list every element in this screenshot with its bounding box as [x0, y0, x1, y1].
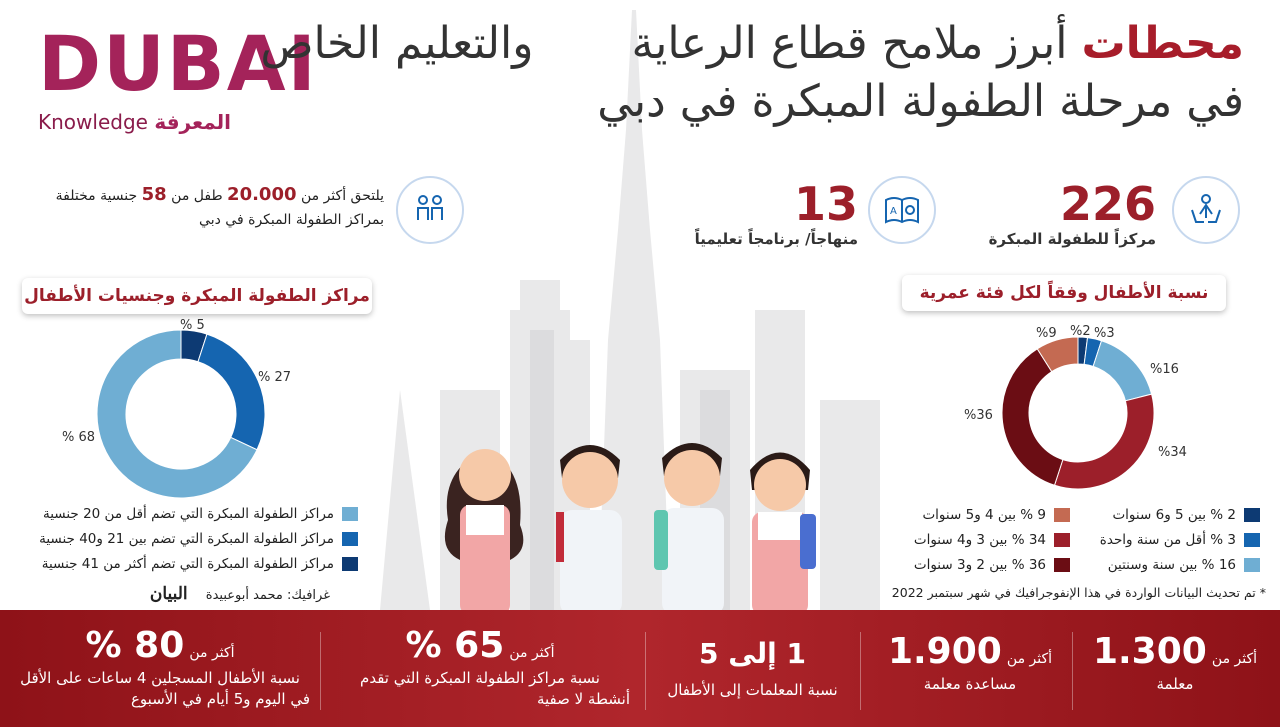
footnote-text: تم تحديث البيانات الواردة في هذا الإنفوجرافيك في شهر سبتمبر 2022 [891, 585, 1256, 600]
children-icon [396, 176, 464, 244]
section-heading-nationalities: مراكز الطفولة المبكرة وجنسيات الأطفال [22, 278, 372, 314]
open-book-icon [868, 176, 936, 244]
legend-item [1100, 527, 1260, 552]
title-accent: محطات [1081, 18, 1244, 69]
hands-child-icon [1172, 176, 1240, 244]
svg-text:A: A [890, 206, 897, 217]
legend-label: 3 % أقل من سنة واحدة [1099, 531, 1236, 548]
legend-label: 9 % بين 4 و5 سنوات [922, 506, 1046, 523]
donut-slice [1093, 341, 1151, 401]
nationalities-donut-chart [95, 328, 267, 500]
band-divider [320, 632, 321, 710]
legend-swatch [1054, 508, 1070, 522]
donut-slice [1055, 394, 1154, 489]
logo-wordmark: DUBAI [38, 19, 318, 108]
children-mid: طفل من [171, 188, 223, 204]
band-hours-value: 80 % [85, 625, 185, 666]
band-hours-pre: أكثر من [189, 645, 235, 661]
stat-centers-value: 226 [1059, 177, 1156, 231]
band-activities-text2: أنشطة لا صفية [536, 690, 630, 708]
band-divider [860, 632, 861, 710]
stat-children-line2: بمراكز الطفولة المبكرة في دبي [199, 212, 384, 228]
legend-label: 16 % بين سنة وسنتين [1107, 556, 1236, 573]
band-activities [330, 610, 630, 727]
band-assistants-text: مساعدة معلمة [923, 675, 1017, 693]
legend-swatch [342, 532, 358, 546]
legend-label: مراكز الطفولة المبكرة التي تضم بين 21 و40 جنسية [39, 530, 334, 547]
band-hours-text1: نسبة الأطفال المسجلين 4 ساعات على الأقل [20, 669, 300, 687]
legend-swatch [1244, 508, 1260, 522]
stat-curricula-value: 13 [793, 177, 858, 231]
ages-donut-chart [1000, 335, 1156, 491]
logo-sub-ar: المعرفة [154, 110, 232, 134]
legend-label: مراكز الطفولة المبكرة التي تضم أكثر من 41 جنسية [41, 555, 334, 572]
donut-right-label-9: %9 [1036, 326, 1057, 341]
legend-label: 36 % بين 2 و3 سنوات [913, 556, 1046, 573]
stat-curricula-label: منهاجاً/ برنامجاً تعليمياً [694, 230, 858, 248]
children-illustration [430, 430, 840, 615]
nationalities-count: 58 [141, 184, 167, 205]
band-activities-pre: أكثر من [509, 645, 555, 661]
title-line1-a: أبرز ملامح قطاع الرعاية [631, 18, 1068, 69]
donut-left-label-68: % 68 [62, 430, 96, 445]
legend-label: 2 % بين 5 و6 سنوات [1112, 506, 1236, 523]
band-activities-text1: نسبة مراكز الطفولة المبكرة التي تقدم [360, 669, 600, 687]
band-teachers [1075, 610, 1275, 727]
legend-swatch [1244, 558, 1260, 572]
donut-left-label-27: % 27 [258, 370, 292, 385]
legend-item [900, 552, 1070, 577]
donut-right-label-2: %2 [1070, 324, 1091, 339]
donut-right-label-36: %36 [964, 408, 993, 423]
credit [30, 584, 330, 604]
title-line2: في مرحلة الطفولة المبكرة في دبي [597, 76, 1244, 127]
albayan-logo: البيان [149, 584, 188, 604]
donut-right-label-34: %34 [1158, 445, 1187, 460]
band-activities-value: 65 % [405, 625, 505, 666]
band-assistants-pre: أكثر من [1006, 651, 1053, 667]
band-teachers-value: 1.300 [1092, 631, 1207, 672]
legend-item [28, 551, 358, 576]
children-pre: يلتحق أكثر من [300, 188, 384, 204]
section-heading-ages: نسبة الأطفال وفقاً لكل فئة عمرية [902, 275, 1226, 311]
band-hours-text2: في اليوم و5 أيام في الأسبوع [130, 690, 310, 708]
band-ratio [650, 610, 855, 727]
band-divider [645, 632, 646, 710]
legend-ages-a [1100, 502, 1260, 577]
footnote: * تم تحديث البيانات الواردة في هذا الإنفوجرافيك في شهر سبتمبر 2022 [891, 585, 1266, 600]
legend-item [900, 502, 1070, 527]
legend-swatch [1054, 533, 1070, 547]
legend-label: مراكز الطفولة المبكرة التي تضم أقل من 20 جنسية [43, 505, 334, 522]
page-title [260, 16, 1244, 132]
stat-children-line1 [56, 184, 384, 205]
legend-ages-b [900, 502, 1070, 577]
legend-swatch [1244, 533, 1260, 547]
band-assistants-value: 1.900 [887, 631, 1002, 672]
bottom-stats-band [0, 610, 1280, 727]
band-ratio-value: 1 إلى 5 [699, 637, 806, 670]
band-teachers-text: معلمة [1156, 675, 1194, 693]
stat-centers-label: مركزاً للطفولة المبكرة [988, 230, 1156, 248]
legend-swatch [342, 557, 358, 571]
children-post: جنسية مختلفة [55, 188, 138, 204]
donut-right-label-16: %16 [1150, 362, 1179, 377]
stat-children [55, 176, 470, 246]
donut-left-label-5: % 5 [180, 318, 205, 333]
children-count: 20.000 [227, 184, 297, 205]
legend-nationalities [28, 501, 358, 576]
donut-slice [198, 334, 265, 450]
legend-item [900, 527, 1070, 552]
legend-item [1100, 552, 1260, 577]
stat-centers [990, 176, 1240, 256]
legend-swatch [1054, 558, 1070, 572]
credit-text: غرافيك: محمد أبوعبيدة [205, 588, 330, 603]
dubai-knowledge-logo [38, 19, 318, 144]
legend-label: 34 % بين 3 و4 سنوات [913, 531, 1046, 548]
legend-swatch [342, 507, 358, 521]
band-assistants [870, 610, 1070, 727]
band-divider [1072, 632, 1073, 710]
logo-sub-en: Knowledge [38, 110, 148, 134]
legend-item [1100, 502, 1260, 527]
band-teachers-pre: أكثر من [1211, 651, 1258, 667]
stat-curricula [680, 176, 950, 256]
band-ratio-text: نسبة المعلمات إلى الأطفال [667, 681, 838, 699]
legend-item [28, 526, 358, 551]
donut-right-label-3: %3 [1094, 326, 1115, 341]
logo-subtitle [38, 110, 258, 134]
band-hours [10, 610, 310, 727]
title-line1-b: والتعليم الخاص [260, 18, 534, 69]
legend-item [28, 501, 358, 526]
